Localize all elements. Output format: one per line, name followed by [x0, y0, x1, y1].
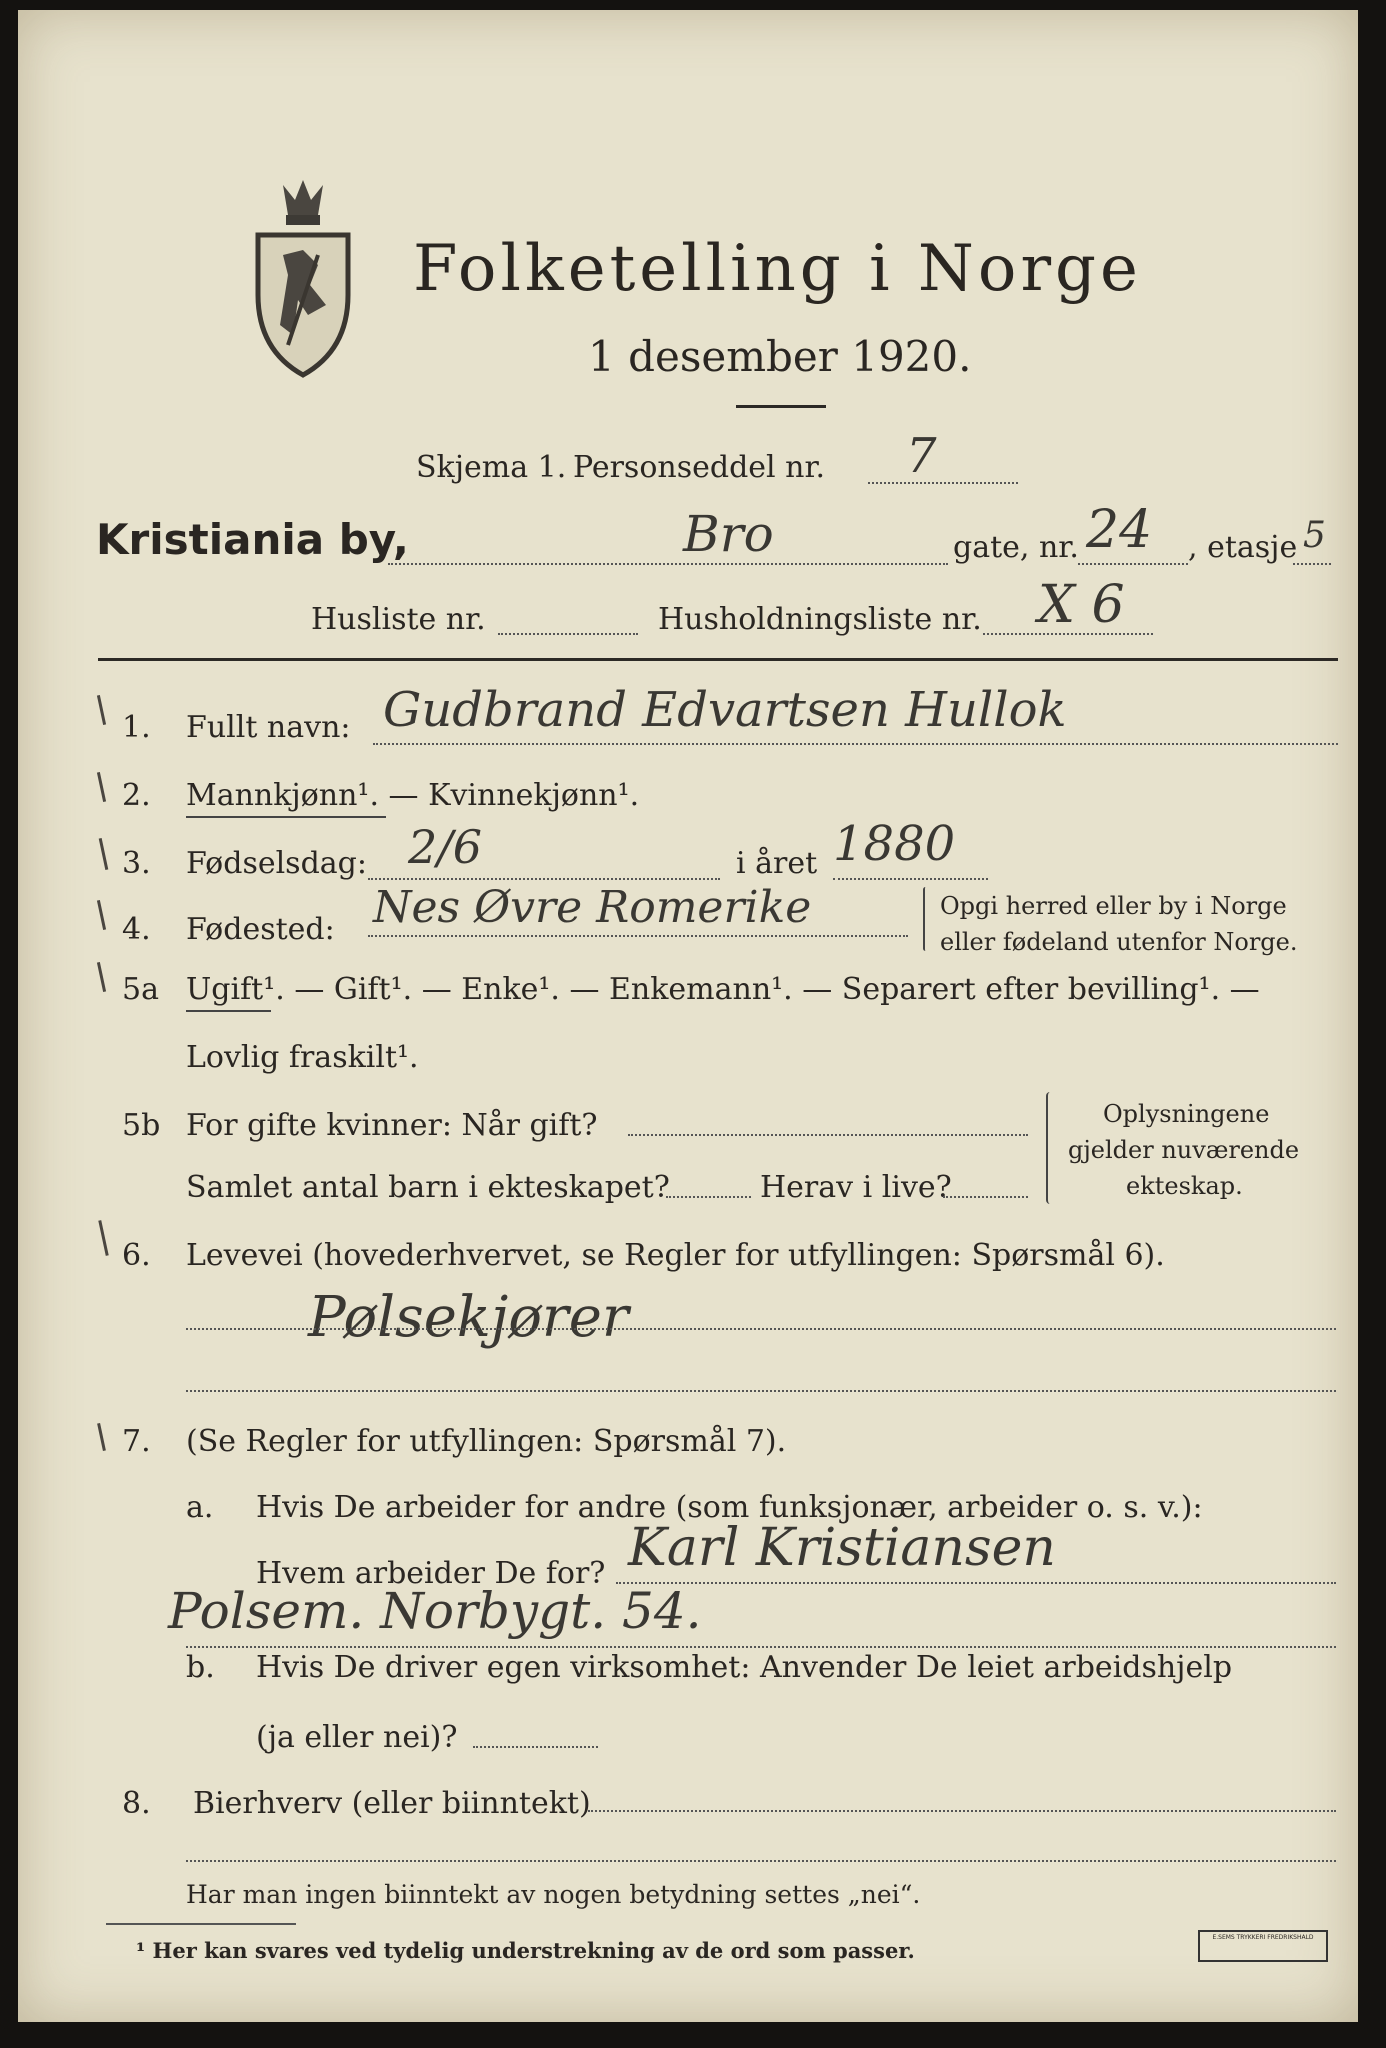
q2-number: 2. — [122, 778, 151, 813]
q8-line2 — [186, 1860, 1336, 1862]
q8-note: Har man ingen biinntekt av nogen betydning settes „nei“. — [186, 1880, 921, 1909]
q7a-value2: Polsem. Norbygt. 54. — [168, 1582, 702, 1640]
coat-of-arms-icon — [248, 175, 358, 380]
q5b-alive-label: Herav i live? — [760, 1170, 952, 1205]
section-divider — [98, 658, 1338, 661]
check-mark — [97, 1423, 106, 1451]
q7a-text: Hvis De arbeider for andre (som funksjonær, arbeider o. s. v.): — [256, 1490, 1203, 1525]
street-line — [388, 563, 948, 565]
q5a-underline — [186, 1010, 271, 1012]
q5b-note-line2: gjelder nuværende — [1068, 1136, 1300, 1164]
check-mark — [97, 962, 106, 992]
q5a-line1: Ugift¹. — Gift¹. — Enke¹. — Enkemann¹. — Separert efter bevilling¹. — — [186, 972, 1260, 1007]
q8-number: 8. — [122, 1786, 151, 1821]
q1-number: 1. — [122, 710, 151, 745]
q7a-question: Hvem arbeider De for? — [256, 1556, 606, 1591]
nr-value: 24 — [1086, 500, 1153, 560]
q6-line2 — [186, 1390, 1336, 1392]
q3-value: 2/6 — [408, 820, 483, 874]
q4-brace — [923, 887, 928, 951]
q4-note-line1: Opgi herred eller by i Norge — [940, 892, 1287, 920]
husholdning-value: X 6 — [1038, 575, 1125, 635]
q3-label: Fødselsdag: — [186, 846, 367, 881]
q2-label: Mannkjønn¹. — Kvinnekjønn¹. — [186, 778, 640, 813]
q5b-brace — [1046, 1092, 1054, 1204]
q5b-number: 5b — [122, 1108, 161, 1143]
q3-year-label: i året — [736, 846, 818, 881]
q3-year-value: 1880 — [833, 816, 956, 872]
personseddel-line — [868, 482, 1018, 484]
husholdning-label: Husholdningsliste nr. — [658, 602, 982, 637]
printer-mark: E.SEMS TRYKKERI FREDRIKSHALD — [1198, 1930, 1328, 1962]
q6-line1 — [186, 1328, 1336, 1330]
q3-number: 3. — [122, 846, 151, 881]
q7b-question: (ja eller nei)? — [256, 1720, 458, 1755]
q8-line1 — [588, 1810, 1336, 1812]
q1-label: Fullt navn: — [186, 710, 351, 745]
q7a-value1: Karl Kristiansen — [628, 1518, 1056, 1578]
q7-number: 7. — [122, 1424, 151, 1459]
city-label: Kristiania by, — [96, 515, 409, 564]
census-form — [18, 10, 1358, 2022]
husliste-label: Husliste nr. — [311, 602, 486, 637]
q4-number: 4. — [122, 912, 151, 947]
q7b-letter: b. — [186, 1650, 215, 1685]
q5b-children-line — [666, 1196, 751, 1198]
etasje-value: 5 — [1303, 515, 1326, 556]
title-divider — [736, 405, 826, 408]
footnote-rule — [106, 1923, 296, 1925]
footnote: ¹ Her kan svares ved tydelig understrekning av de ord som passer. — [136, 1938, 915, 1963]
q8-label: Bierhverv (eller biinntekt) — [193, 1786, 591, 1821]
q7b-line — [473, 1746, 598, 1748]
q7-label: (Se Regler for utfyllingen: Spørsmål 7). — [186, 1424, 787, 1459]
etasje-label: , etasje — [1188, 530, 1298, 565]
q7a-line1 — [616, 1582, 1336, 1584]
q6-label: Levevei (hovederhvervet, se Regler for utfyllingen: Spørsmål 6). — [186, 1238, 1165, 1273]
q5b-married-line — [628, 1134, 1028, 1136]
schema-label: Skjema 1. — [416, 450, 567, 485]
etasje-line — [1293, 563, 1331, 565]
check-mark — [97, 695, 106, 725]
q6-number: 6. — [122, 1238, 151, 1273]
q4-line — [368, 935, 908, 937]
q2-underline — [186, 816, 386, 818]
q7b-text: Hvis De driver egen virksomhet: Anvender De leiet arbeidshjelp — [256, 1650, 1233, 1685]
check-mark — [98, 1220, 108, 1256]
q5b-line2: Samlet antal barn i ekteskapet? — [186, 1170, 670, 1205]
nr-line — [1078, 563, 1188, 565]
q7a-letter: a. — [186, 1490, 214, 1525]
census-date: 1 desember 1920. — [588, 332, 972, 381]
form-title: Folketelling i Norge — [413, 232, 1142, 306]
q1-line — [373, 743, 1338, 745]
q5b-note-line1: Oplysningene — [1103, 1100, 1270, 1128]
check-mark — [97, 772, 106, 802]
q5a-number: 5a — [122, 972, 159, 1007]
q4-note-line2: eller fødeland utenfor Norge. — [940, 928, 1298, 956]
q5b-alive-line — [943, 1196, 1028, 1198]
q6-value: Pølsekjører — [308, 1285, 629, 1350]
q5a-line2: Lovlig fraskilt¹. — [186, 1040, 419, 1075]
check-mark — [97, 900, 106, 930]
check-mark — [99, 838, 109, 870]
husliste-line — [498, 633, 638, 635]
q3-year-line — [833, 878, 988, 880]
q7a-line2 — [186, 1646, 1336, 1648]
street-value: Bro — [683, 505, 774, 563]
personseddel-label: Personseddel nr. — [573, 450, 826, 485]
q4-label: Fødested: — [186, 912, 335, 947]
q4-value: Nes Øvre Romerike — [373, 882, 812, 933]
personseddel-value: 7 — [906, 428, 937, 484]
q5b-note-line3: ekteskap. — [1126, 1172, 1243, 1200]
q5b-line1: For gifte kvinner: Når gift? — [186, 1108, 598, 1143]
q1-value: Gudbrand Edvartsen Hullok — [383, 682, 1067, 738]
q3-day-line — [368, 878, 720, 880]
gate-label: gate, nr. — [953, 530, 1079, 565]
